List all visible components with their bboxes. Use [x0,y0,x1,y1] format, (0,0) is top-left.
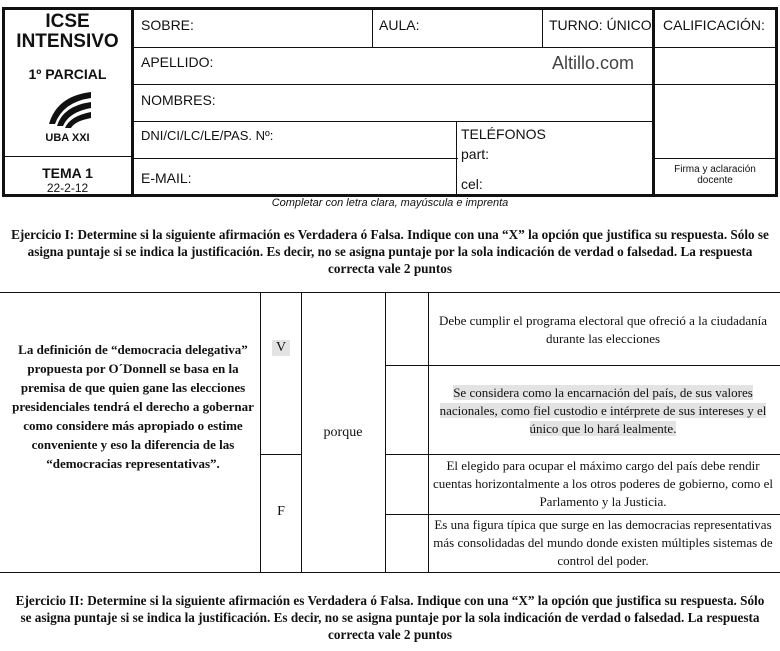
cel-label: cel: [461,176,483,192]
false-label: F [277,504,285,519]
exam-date: 22-2-12 [46,181,89,195]
exercise2-instructions: Ejercicio II: Determine si la siguiente afirmación es Verdadera ó Falsa. Indique con una “X” la opción que justifica su respuesta. Sólo se asigna puntaje si se indica la justificación. Es decir, no se asigna puntaje por la sola indicación de verdad o falsedad. La respuesta correcta vale 2 puntos [15,593,765,642]
aula-label: AULA: [379,17,420,33]
true-mark-cell[interactable] [386,293,427,365]
connector-porque: porque [323,425,363,440]
exercise1-statement: La definición de “democracia delegativa” propuesta por O´Donnell se basa en la premisa de que quien gane las elecciones presidenciales tendrá el derecho a gobernar como considere más apropiado o estime conveniente y eso la diferencia de las “democracias representativas”. [12,342,254,471]
firma-label: Firma y aclaración docente [674,164,756,186]
apellido-label: APELLIDO: [141,54,214,70]
watermark: Altillo.com [552,53,635,73]
option-4: Es una figura típica que surge en las democracias representativas más consolidadas del mundo donde existen múltiples sistemas de control del poder. [433,517,773,568]
telefonos-label: TELÉFONOS [461,126,546,142]
tema-label: TEMA 1 [42,165,93,181]
exercise1-instructions: Ejercicio I: Determine si la siguiente afirmación es Verdadera ó Falsa. Indique con una “X” la opción que justifica su respuesta. Sólo se asigna puntaje si se indica la justificación. Es decir, no se asigna puntaje por la sola indicación de verdad o falsedad. La respuesta correcta vale 2 puntos [11,227,769,276]
uba-logo [43,88,97,130]
option-mark-4[interactable] [386,515,427,572]
form-caption: Completar con letra clara, mayúscula e imprenta [271,197,509,209]
logo-text: UBA XXI [45,132,90,144]
school-line2: INTENSIVO [16,31,119,52]
email-label: E-MAIL: [141,170,192,186]
option-mark-3[interactable] [386,455,427,514]
exercise1-table [0,292,780,574]
true-label-text: V [275,340,287,355]
option-3: El elegido para ocupar el máximo cargo del país debe rendir cuentas horizontalmente a los otros poderes de gobierno, como el Parlamento y la Justicia. [432,458,774,509]
option-mark-2[interactable] [386,366,427,454]
header-form [2,7,778,197]
option-2-text: Se considera como la encarnación del país, de sus valores nacionales, como fiel custodio e intérprete de sus intereses y el único que lo hará lealmente. [439,385,767,436]
part-label: part: [461,146,490,162]
option-2 [428,384,778,438]
turno-label: TURNO: ÚNICO [549,17,652,33]
true-label [272,340,290,356]
school-name [5,12,130,52]
exam-title: 1º PARCIAL [28,66,107,82]
sobre-label: SOBRE: [141,17,194,33]
calificacion-label: CALIFICACIÓN: [663,17,765,33]
dni-label: DNI/CI/LC/LE/PAS. Nº: [141,128,274,143]
nombres-label: NOMBRES: [141,92,216,108]
option-1: Debe cumplir el programa electoral que ofreció a la ciudadanía durante las elecciones [438,313,768,346]
school-line1: ICSE [45,11,90,32]
